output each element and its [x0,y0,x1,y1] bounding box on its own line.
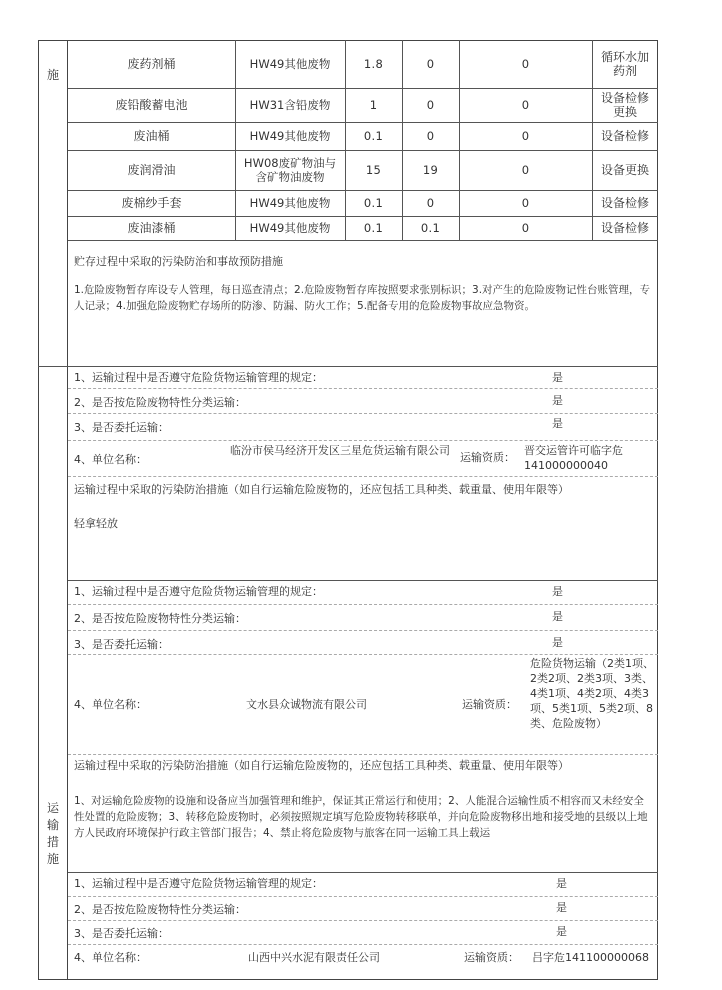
side-label-transport-2: 输 [46,818,59,832]
waste-amount-a: 1.8 [363,57,384,71]
waste-name: 废润滑油 [127,163,176,177]
storage-body: 1.危险废物暂存库设专人管理，每日巡查清点；2.危险废物暂存库按照要求张别标识；3.对产生的危险废物记性台账管理，专人记录；4.加强危险废物贮存场所的防渗、防漏、防火工作；5.配备专用的危险废物事故应急物资。 [74,284,651,312]
waste-source: 循环水加药剂 [600,50,649,78]
transport-unit-name: 临汾市侯马经济开发区三星危货运输有限公司 [230,444,450,457]
waste-amount-c: 0 [521,221,530,235]
transport-measure-body: 轻拿轻放 [74,517,118,530]
transport-qual-label: 运输资质： [460,451,515,464]
transport-unit-name: 文水县众诚物流有限公司 [246,698,367,711]
waste-amount-c: 0 [521,163,530,177]
transport-a1: 是 [556,877,567,890]
waste-code: HW31含铅废物 [249,98,331,112]
waste-name: 废油桶 [133,129,170,143]
waste-source: 设备检修 [600,129,649,143]
waste-name: 废棉纱手套 [121,196,182,210]
waste-amount-a: 0.1 [363,221,384,235]
side-label-transport-4: 施 [46,852,59,866]
transport-a3: 是 [556,925,567,938]
waste-code: HW49其他废物 [249,57,331,71]
waste-source: 设备检修 [600,221,649,235]
waste-source: 设备更换 [600,163,649,177]
transport-q2: 2、是否按危险废物特性分类运输： [74,396,246,409]
waste-code: HW49其他废物 [249,196,331,210]
transport-a1: 是 [552,371,563,384]
waste-code: HW49其他废物 [249,221,331,235]
transport-q1: 1、运输过程中是否遵守危险货物运输管理的规定： [74,371,323,384]
waste-amount-c: 0 [521,98,530,112]
transport-a3: 是 [552,636,563,649]
transport-a2: 是 [556,901,567,914]
storage-heading: 贮存过程中采取的污染防治和事故预防措施 [74,255,283,268]
waste-amount-a: 1 [369,98,378,112]
waste-code: HW49其他废物 [249,129,331,143]
transport-measure-heading: 运输过程中采取的污染防治措施（如自行运输危险废物的，还应包括工具种类、载重量、使用年限等） [74,759,569,772]
waste-amount-a: 15 [365,163,382,177]
transport-q3: 3、是否委托运输： [74,638,169,651]
waste-amount-c: 0 [521,57,530,71]
transport-q2: 2、是否按危险废物特性分类运输： [74,612,246,625]
transport-a2: 是 [552,394,563,407]
transport-q1: 1、运输过程中是否遵守危险货物运输管理的规定： [74,877,323,890]
waste-amount-b: 0 [426,129,435,143]
side-label-transport-3: 措 [46,835,59,849]
waste-name: 废药剂桶 [127,57,176,71]
transport-q4: 4、单位名称： [74,453,147,466]
side-label-transport-1: 运 [46,801,59,815]
transport-qual: 吕字危141100000068 [532,951,649,964]
waste-code: HW08废矿物油与含矿物油废物 [243,156,337,184]
waste-source: 设备检修更换 [600,91,649,119]
waste-source: 设备检修 [600,196,649,210]
transport-qual: 危险货物运输（2类1项、2类2项、2类3项、3类、4类1项、4类2项、4类3项、5类1项、5类2项、8类、危险废物） [530,657,654,730]
waste-name: 废油漆桶 [127,221,176,235]
transport-a3: 是 [552,417,563,430]
waste-amount-b: 0 [426,98,435,112]
transport-unit-name: 山西中兴水泥有限责任公司 [248,951,380,964]
waste-amount-b: 0 [426,57,435,71]
transport-q4: 4、单位名称： [74,951,147,964]
transport-qual-label: 运输资质： [464,951,519,964]
waste-amount-b: 0 [426,196,435,210]
transport-a1: 是 [552,585,563,598]
transport-q2: 2、是否按危险废物特性分类运输： [74,903,246,916]
side-label-fragment: 施 [46,68,59,82]
transport-measure-body: 1、对运输危险废物的设施和设备应当加强管理和维护，保证其正常运行和使用；2、人能混合运输性质不相容而又未经安全性处置的危险废物；3、转移危险废物时，必须按照规定填写危险废物转移联单，并向危险废物移出地和接受地的县级以上地方人民政府环境保护行政主管部门报告；4、禁止将危险废物与旅客在同一运输工具上载运 [74,795,648,839]
waste-amount-b: 19 [422,163,439,177]
waste-amount-c: 0 [521,129,530,143]
transport-q3: 3、是否委托运输： [74,421,169,434]
transport-q1: 1、运输过程中是否遵守危险货物运输管理的规定： [74,585,323,598]
transport-q4: 4、单位名称： [74,698,147,711]
waste-amount-a: 0.1 [363,129,384,143]
transport-a2: 是 [552,610,563,623]
waste-name: 废铅酸蓄电池 [115,98,188,112]
transport-measure-heading: 运输过程中采取的污染防治措施（如自行运输危险废物的，还应包括工具种类、载重量、使用年限等） [74,483,569,496]
waste-amount-a: 0.1 [363,196,384,210]
waste-amount-c: 0 [521,196,530,210]
waste-amount-b: 0.1 [420,221,441,235]
transport-qual: 晋交运管许可临字危141000000040 [524,444,623,472]
transport-q3: 3、是否委托运输： [74,927,169,940]
transport-qual-label: 运输资质： [462,698,517,711]
